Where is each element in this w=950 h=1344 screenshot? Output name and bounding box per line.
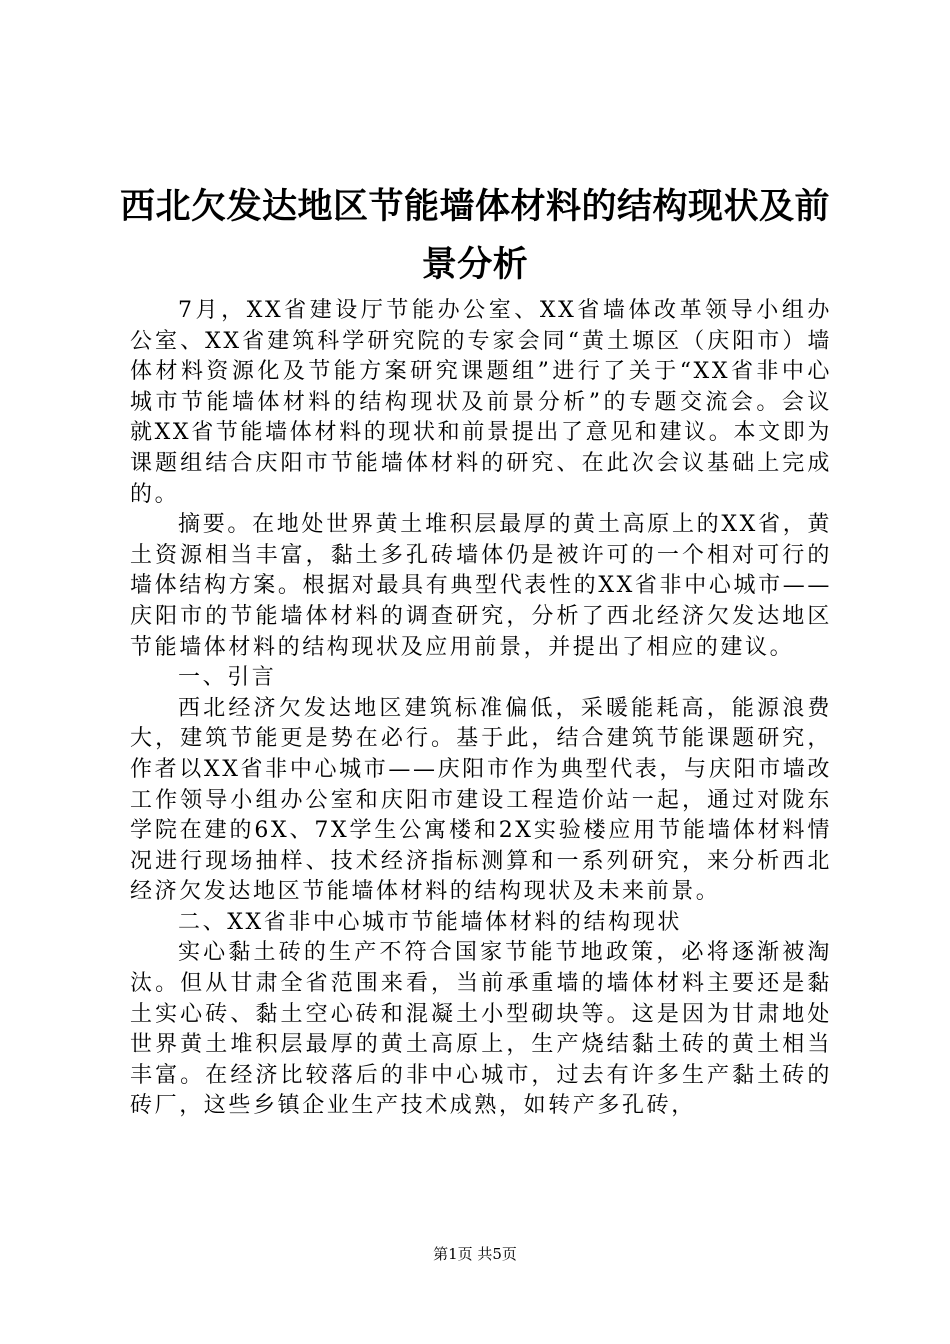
page-footer: 第1页 共5页: [433, 1245, 517, 1263]
paragraph-intro: 7月，XX省建设厅节能办公室、XX省墙体改革领导小组办公室、XX省建筑科学研究院的专家会同“黄土塬区（庆阳市）墙体材料资源化及节能方案研究课题组”进行了关于“XX省非中心城市节能墙体材料的结构现状及前景分析”的专题交流会。会议就XX省节能墙体材料的现状和前景提出了意见和建议。本文即为课题组结合庆阳市节能墙体材料的研究、在此次会议基础上完成的。: [130, 298, 832, 507]
paragraph-current-status-body: 实心黏土砖的生产不符合国家节能节地政策，必将逐渐被淘汰。但从甘肃全省范围来看，当前承重墙的墙体材料主要还是黏土实心砖、黏土空心砖和混凝土小型砌块等。这是因为甘肃地处世界黄土堆积层最厚的黄土高原上，生产烧结黏土砖的黄土相当丰富。在经济比较落后的非中心城市，过去有许多生产黏土砖的砖厂，这些乡镇企业生产技术成熟，如转产多孔砖，: [130, 940, 832, 1119]
document-body: [130, 296, 832, 1122]
document-title: 西北欠发达地区节能墙体材料的结构现状及前景分析: [119, 187, 830, 285]
section-heading-current-status: 二、XX省非中心城市节能墙体材料的结构现状: [178, 909, 682, 935]
paragraph-introduction-body: 西北经济欠发达地区建筑标准偏低，采暖能耗高，能源浪费大，建筑节能更是势在必行。基于此，结合建筑节能课题研究，作者以XX省非中心城市——庆阳市作为典型代表，与庆阳市墙改工作领导小组办公室和庆阳市建设工程造价站一起，通过对陇东学院在建的6X、7X学生公寓楼和2X实验楼应用节能墙体材料情况进行现场抽样、技术经济指标测算和一系列研究，来分析西北经济欠发达地区节能墙体材料的结构现状及未来前景。: [130, 695, 832, 905]
section-heading-introduction: 一、引言: [178, 665, 277, 691]
paragraph-abstract: 摘要。在地处世界黄土堆积层最厚的黄土高原上的XX省，黄土资源相当丰富，黏土多孔砖墙体仍是被许可的一个相对可行的墙体结构方案。根据对最具有典型代表性的XX省非中心城市——庆阳市的节能墙体材料的调查研究，分析了西北经济欠发达地区节能墙体材料的结构现状及应用前景，并提出了相应的建议。: [130, 512, 832, 660]
